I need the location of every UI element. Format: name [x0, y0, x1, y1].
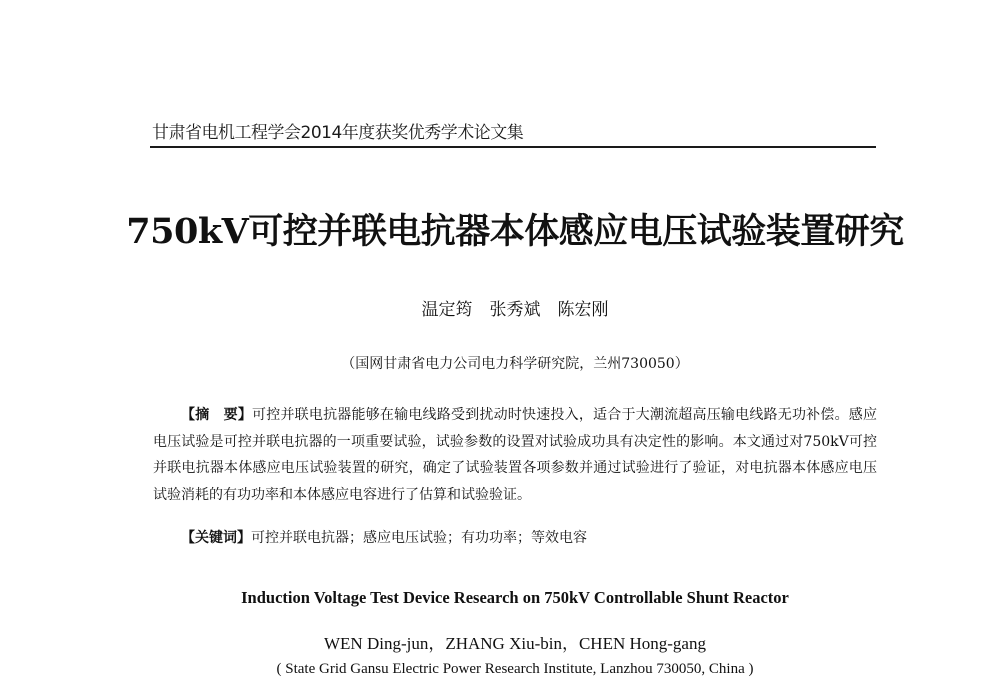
- header-rule: [150, 146, 876, 148]
- keywords-line: [181, 528, 587, 548]
- running-header: 甘肃省电机工程学会2014年度获奖优秀学术论文集: [152, 123, 524, 143]
- affiliation-english: ( State Grid Gansu Electric Power Research Institute, Lanzhou 730050, China ): [276, 661, 754, 677]
- abstract-tag: 【摘 要】: [181, 407, 253, 423]
- abstract-paragraph: [153, 402, 877, 508]
- affiliation-chinese: （国网甘肃省电力公司电力科学研究院，兰州730050）: [341, 356, 689, 372]
- keywords-text: 可控并联电抗器；感应电压试验；有功功率；等效电容: [251, 530, 587, 546]
- title-english: Induction Voltage Test Device Research on 750kV Controllable Shunt Reactor: [241, 588, 789, 607]
- authors-chinese: 温定筠 张秀斌 陈宏刚: [421, 300, 609, 320]
- authors-english: WEN Ding-jun，ZHANG Xiu-bin，CHEN Hong-gang: [324, 634, 706, 653]
- abstract-text: 可控并联电抗器能够在输电线路受到扰动时快速投入，适合于大潮流超高压输电线路无功补偿。感应电压试验是可控并联电抗器的一项重要试验，试验参数的设置对试验成功具有决定性的影响。本文通过对750kV可控并联电抗器本体感应电压试验装置的研究，确定了试验装置各项参数并通过试验进行了验证，对电抗器本体感应电压试验消耗的有功功率和本体感应电容进行了估算和试验验证。: [153, 407, 878, 503]
- title-chinese: 750kV可控并联电抗器本体感应电压试验装置研究: [126, 211, 904, 252]
- keywords-tag: 【关键词】: [181, 530, 251, 546]
